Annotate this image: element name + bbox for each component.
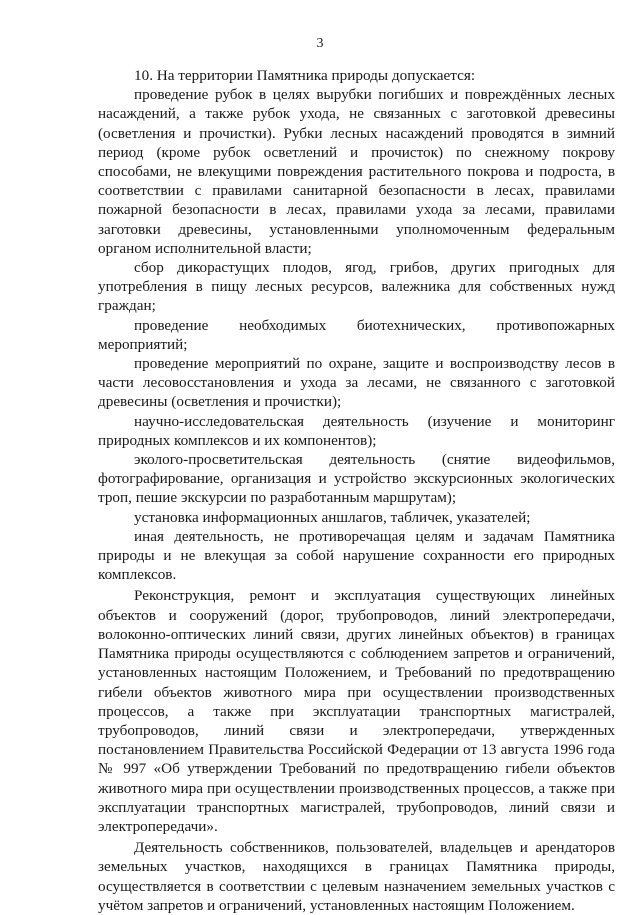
- paragraph: эколого-просветительская деятельность (снятие видеофильмов, фотографирование, организация и устройство экскурсионных экологических троп, пешие экскурсии по разработанным маршрутам);: [98, 451, 615, 507]
- paragraph: научно-исследовательская деятельность (изучение и мониторинг природных комплексов и их компонентов);: [98, 412, 615, 449]
- paragraph: установка информационных аншлагов, табличек, указателей;: [134, 508, 531, 526]
- paragraph: иная деятельность, не противоречащая целям и задачам Памятника природы и не влекущая за собой нарушение сохранности его природных комплексов.: [98, 527, 615, 584]
- paragraph: Деятельность собственников, пользователей, владельцев и арендаторов земельных участков, находящихся в границах Памятника природы, осуществляется в соответствии с целевым назначением земельных участков с учётом запретов и ограничений, установленных настоящим Положением.: [98, 839, 615, 914]
- paragraph: сбор дикорастущих плодов, ягод, грибов, других пригодных для употребления в пищу лесных ресурсов, валежника для собственных нужд граждан;: [98, 259, 615, 315]
- page-number: 3: [316, 36, 324, 51]
- section-heading: 10. На территории Памятника природы допускается:: [134, 67, 476, 84]
- paragraph: проведение рубок в целях вырубки погибших и повреждённых лесных насаждений, а также рубок ухода, не связанных с заготовкой древесины (осветления и прочистки). Рубки лесных насаждений проводятся в зимний период (кроме рубок осветлений и прочисток) по снежному покрову способами, не влекущими повреждения растительного покрова и подроста, в соответствии с правилами санитарной безопасности в лесах, правилами пожарной безопасности в лесах, правилами ухода за лесами, правилами заготовки древесины, установленными уполномоченным федеральным органом исполнительной власти;: [98, 86, 615, 257]
- paragraph: проведение необходимых биотехнических, противопожарных мероприятий;: [98, 316, 615, 353]
- paragraph: Реконструкция, ремонт и эксплуатация существующих линейных объектов и сооружений (дорог, трубопроводов, линий электропередачи, волоконно-оптических линий связи, других линейных объектов) в границах Памятника природы осуществляются с соблюдением запретов и ограничений, установленных настоящим Положением, и Требований по предотвращению гибели объектов животного мира при осуществлении производственных процессов, а также при эксплуатации транспортных магистралей, трубопроводов, линий связи и электропередачи, утвержденных постановлением Правительства Российской Федерации от 13 августа 1996 года № 997 «Об утверждении Требований по предотвращению гибели объектов животного мира при осуществлении производственных процессов, а также при эксплуатации транспортных магистралей, трубопроводов, линий связи и электропередачи».: [98, 587, 615, 835]
- document-body: [98, 66, 615, 915]
- paragraph: проведение мероприятий по охране, защите и воспроизводству лесов в части лесовосстановления и ухода за лесами, не связанного с заготовкой древесины (осветления и прочистки);: [98, 355, 615, 411]
